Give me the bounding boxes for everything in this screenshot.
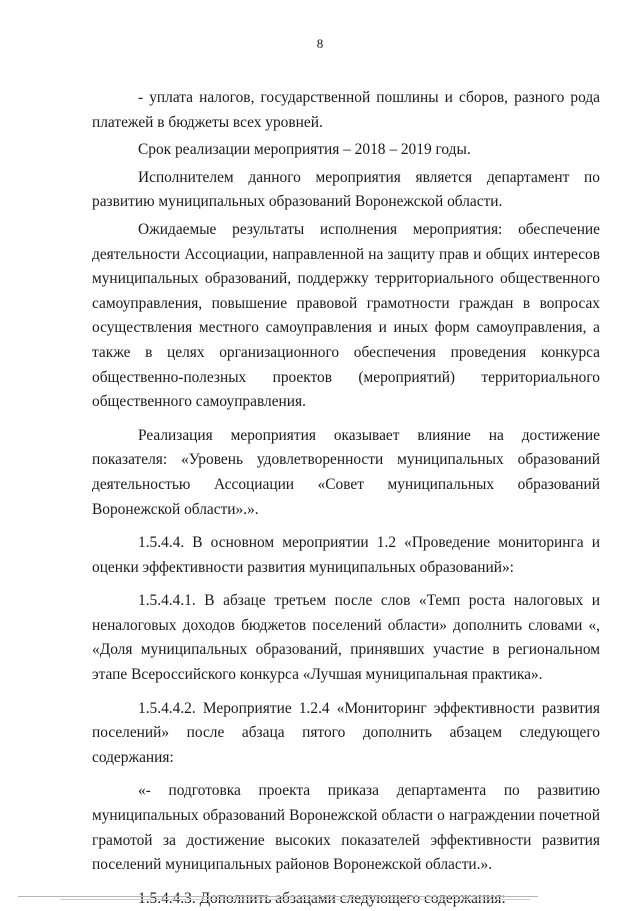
paragraph-quoted-addition: «- подготовка проекта приказа департамента по развитию муниципальных образований Воронежской области о награждении почетной грамотой за достижение высоких показателей эффективности развития поселений муниципальных районов Воронежской области.». [92, 782, 600, 874]
paragraph-executor: Исполнителем данного мероприятия является департамент по развитию муниципальных образований Воронежской области. [92, 168, 600, 211]
paragraph-1-5-4-4-1: 1.5.4.4.1. В абзаце третьем после слов «Темп роста налоговых и неналоговых доходов бюджетов поселений области» дополнить словами «, «Доля муниципальных образований, принявших участие в региональном этапе Всероссийского конкурса «Лучшая муниципальная практика». [92, 592, 600, 684]
paragraph-1-5-4-4: 1.5.4.4. В основном мероприятии 1.2 «Проведение мониторинга и оценки эффективности развития муниципальных образований»: [92, 534, 600, 576]
scan-edge-line [18, 896, 538, 897]
document-body [92, 86, 600, 911]
paragraph-implementation-period: Срок реализации мероприятия – 2018 – 2019 годы. [138, 141, 471, 159]
paragraph-indicator-influence: Реализация мероприятия оказывает влияние на достижение показателя: «Уровень удовлетворенности муниципальных образований деятельностью Ассоциации «Совет муниципальных образований Воронежской области».». [92, 426, 600, 518]
paragraph-tax-payments: - уплата налогов, государственной пошлины и сборов, разного рода платежей в бюджеты всех уровней. [92, 89, 600, 131]
paragraph-1-5-4-4-2: 1.5.4.4.2. Мероприятие 1.2.4 «Мониторинг эффективности развития поселений» после абзаца пятого дополнить абзацем следующего содержания: [92, 699, 600, 766]
page-number: 8 [316, 36, 324, 51]
scan-edge-line-secondary [60, 899, 530, 900]
paragraph-expected-results: Ожидаемые результаты исполнения мероприятия: обеспечение деятельности Ассоциации, направленной на защиту прав и общих интересов муниципальных образований, поддержку территориального общественного самоуправления, повышение правовой грамотности граждан в вопросах осуществления местного самоуправления и иных форм самоуправления, а также в целях организационного обеспечения проведения конкурса общественно-полезных проектов (мероприятий) территориального общественного самоуправления. [92, 220, 600, 411]
